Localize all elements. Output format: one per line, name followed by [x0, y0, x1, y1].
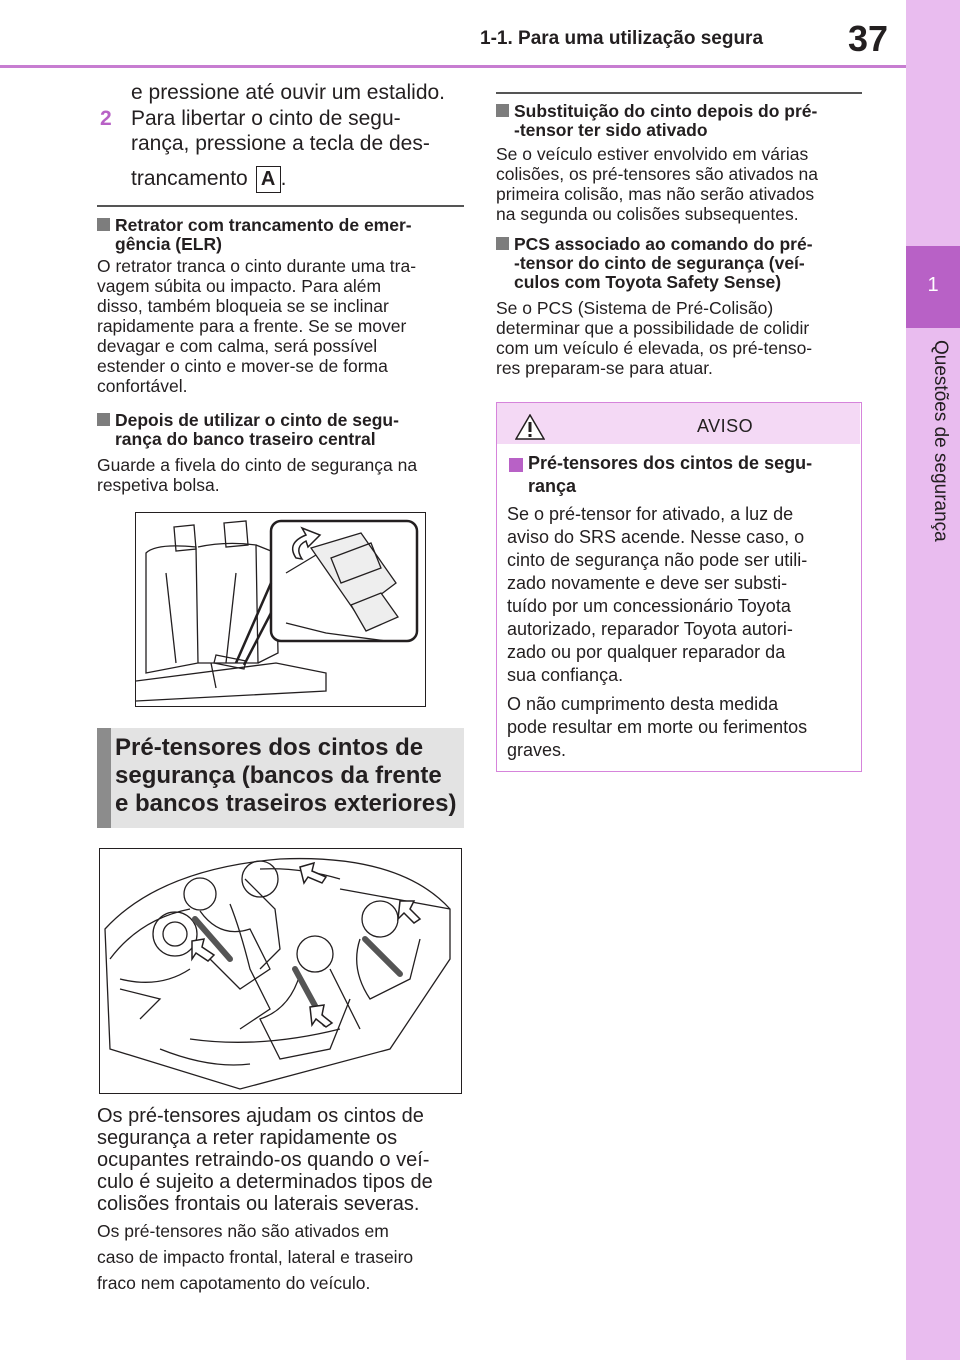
pretensioner-text: Os pré-tensores ajudam os cintos de segurança a reter rapidamente os ocupantes retraindo-os quando o veí- culo é sujeito a determinados tipos de colisões frontais ou laterais severas. — [97, 1105, 433, 1215]
key-a-label: A — [256, 166, 281, 193]
step2-number: 2 — [100, 107, 112, 130]
chapter-label: Questões de segurança — [930, 340, 951, 542]
pretensioner-note: Os pré-tensores não são ativados em caso de impacto frontal, lateral e traseiro fraco nem capotamento do veículo. — [97, 1221, 414, 1293]
warning-box — [496, 402, 862, 772]
pretensioner-illustration — [99, 848, 462, 1094]
step1-tail: e pressione até ouvir um estalido. — [131, 81, 446, 104]
elr-text: O retrator tranca o cinto durante uma tra- vagem súbita ou impacto. Para além disso, também bloqueia se se inclinar rapidamente para a frente. Se se mover devagar e com calma, será possível estender o cinto e mover-se de forma confortável. — [97, 256, 417, 396]
warning-triangle-icon — [515, 414, 545, 440]
arrow-icon — [192, 863, 420, 1027]
chapter-number: 1 — [927, 274, 939, 296]
pcs-text: Se o PCS (Sistema de Pré-Colisão) determinar que a possibilidade de colidir com um veículo é elevada, os pré-tenso- res preparam-se para atuar. — [496, 298, 813, 378]
step2: 2 Para libertar o cinto de segu- rança, pressione a tecla de des- trancamento A . — [100, 106, 470, 193]
divider — [97, 205, 464, 207]
replace-heading: Substituição do cinto depois do pré- -tensor ter sido ativado — [496, 102, 866, 140]
rear-seat-illustration — [135, 512, 426, 707]
page-number: 37 — [848, 18, 889, 59]
section-heading: Pré-tensores dos cintos de segurança (bancos da frente e bancos traseiros exteriores) — [97, 728, 464, 828]
elr-heading: Retrator com trancamento de emer- gência (ELR) — [97, 216, 467, 254]
running-header: 1-1. Para uma utilização segura — [480, 28, 764, 49]
square-bullet-icon — [97, 413, 110, 426]
square-bullet-icon — [509, 458, 523, 472]
divider — [496, 92, 862, 94]
replace-text: Se o veículo estiver envolvido em várias colisões, os pré-tensores são ativados na primeira colisão, mas não serão ativados na segunda ou colisões subsequentes. — [496, 144, 818, 224]
square-bullet-icon — [97, 218, 110, 231]
warning-paragraph-2: O não cumprimento desta medida pode resultar em morte ou ferimentos graves. — [507, 694, 808, 760]
warning-header — [497, 403, 860, 444]
header-rule — [0, 65, 906, 68]
square-bullet-icon — [496, 104, 509, 117]
square-bullet-icon — [496, 237, 509, 250]
car-interior-drawing — [100, 849, 460, 1092]
rear-seat-drawing — [136, 513, 424, 705]
warning-paragraph-1: Se o pré-tensor for ativado, a luz de aviso do SRS acende. Nesse caso, o cinto de segurança não pode ser utili- zado novamente e deve ser substi- tuído por um concessionário Toyota autorizado, reparador Toyota autori- zado ou por qualquer reparador da sua confiança. — [507, 504, 808, 685]
warning-subheading: Pré-tensores dos cintos de segu- rança — [528, 453, 813, 496]
rear-belt-heading: Depois de utilizar o cinto de segu- rança do banco traseiro central — [97, 411, 467, 449]
warning-title: AVISO — [697, 416, 754, 436]
pcs-heading: PCS associado ao comando do pré- -tensor do cinto de segurança (veí- culos com Toyota Safety Sense) — [496, 235, 866, 292]
chapter-tab — [906, 0, 960, 1360]
rear-belt-text: Guarde a fivela do cinto de segurança na respetiva bolsa. — [97, 455, 418, 495]
